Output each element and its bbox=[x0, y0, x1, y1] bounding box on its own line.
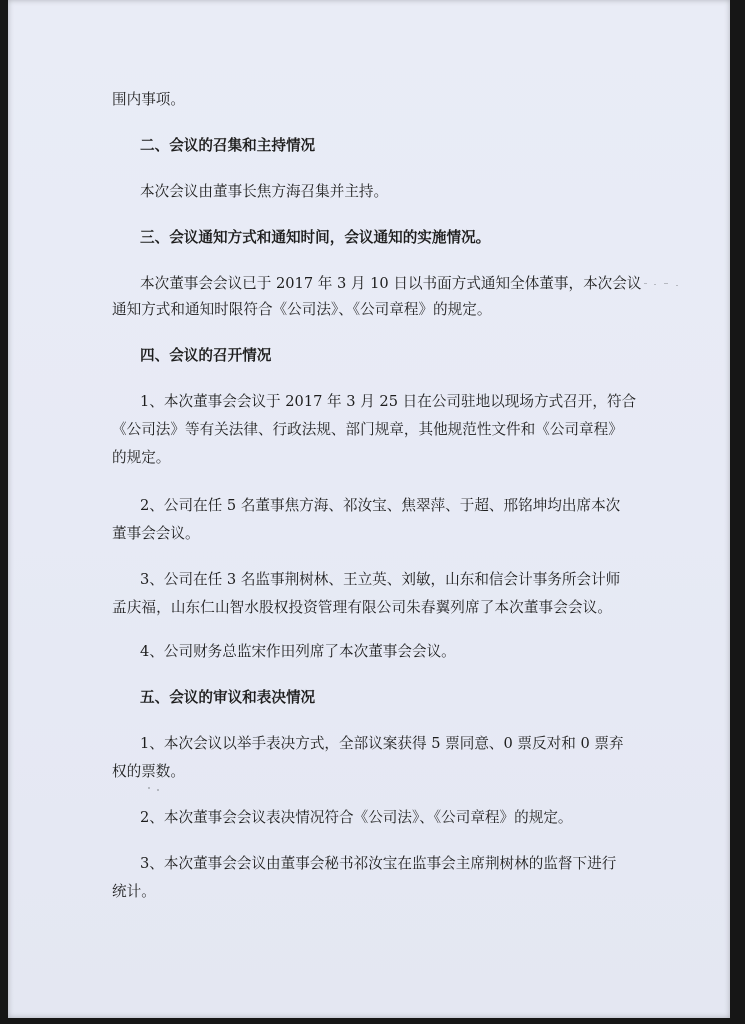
text-line: 4、公司财务总监宋作田列席了本次董事会会议。 bbox=[140, 643, 456, 660]
scan-speck bbox=[654, 284, 656, 285]
section-heading: 三、会议通知方式和通知时间，会议通知的实施情况。 bbox=[140, 229, 491, 246]
scan-speck bbox=[157, 789, 159, 791]
scan-speck bbox=[148, 787, 150, 789]
text-line: 3、公司在任 3 名监事荆树林、王立英、刘敏，山东和信会计事务所会计师 bbox=[140, 571, 621, 588]
text-line: 1、本次会议以举手表决方式，全部议案获得 5 票同意、0 票反对和 0 票弃 bbox=[140, 735, 624, 752]
scan-speck bbox=[676, 285, 678, 286]
text-line: 本次会议由董事长焦方海召集并主持。 bbox=[140, 183, 389, 200]
section-heading: 二、会议的召集和主持情况 bbox=[140, 137, 316, 154]
text-line: 通知方式和通知时限符合《公司法》、《公司章程》的规定。 bbox=[112, 301, 492, 318]
scan-speck bbox=[664, 283, 668, 284]
text-line: 孟庆福，山东仁山智水股权投资管理有限公司朱春翼列席了本次董事会会议。 bbox=[112, 599, 612, 616]
text-line: 《公司法》等有关法律、行政法规、部门规章，其他规范性文件和《公司章程》 bbox=[112, 421, 623, 438]
text-line: 的规定。 bbox=[112, 449, 171, 466]
text-line: 围内事项。 bbox=[112, 91, 185, 108]
text-line: 2、公司在任 5 名董事焦方海、祁汝宝、焦翠萍、于超、邢铭坤均出席本次 bbox=[140, 497, 621, 514]
text-line: 1、本次董事会会议于 2017 年 3 月 25 日在公司驻地以现场方式召开，符合 bbox=[140, 393, 637, 410]
text-line: 统计。 bbox=[112, 883, 156, 900]
text-line: 2、本次董事会会议表决情况符合《公司法》、《公司章程》的规定。 bbox=[140, 809, 573, 826]
document-page bbox=[8, 0, 730, 1018]
scan-speck bbox=[644, 283, 647, 284]
section-heading: 五、会议的审议和表决情况 bbox=[140, 689, 316, 706]
text-line: 本次董事会会议已于 2017 年 3 月 10 日以书面方式通知全体董事，本次会议 bbox=[140, 275, 642, 292]
text-line: 权的票数。 bbox=[112, 763, 185, 780]
section-heading: 四、会议的召开情况 bbox=[140, 347, 272, 364]
text-line: 3、本次董事会会议由董事会秘书祁汝宝在监事会主席荆树林的监督下进行 bbox=[140, 855, 617, 872]
text-line: 董事会会议。 bbox=[112, 525, 200, 542]
